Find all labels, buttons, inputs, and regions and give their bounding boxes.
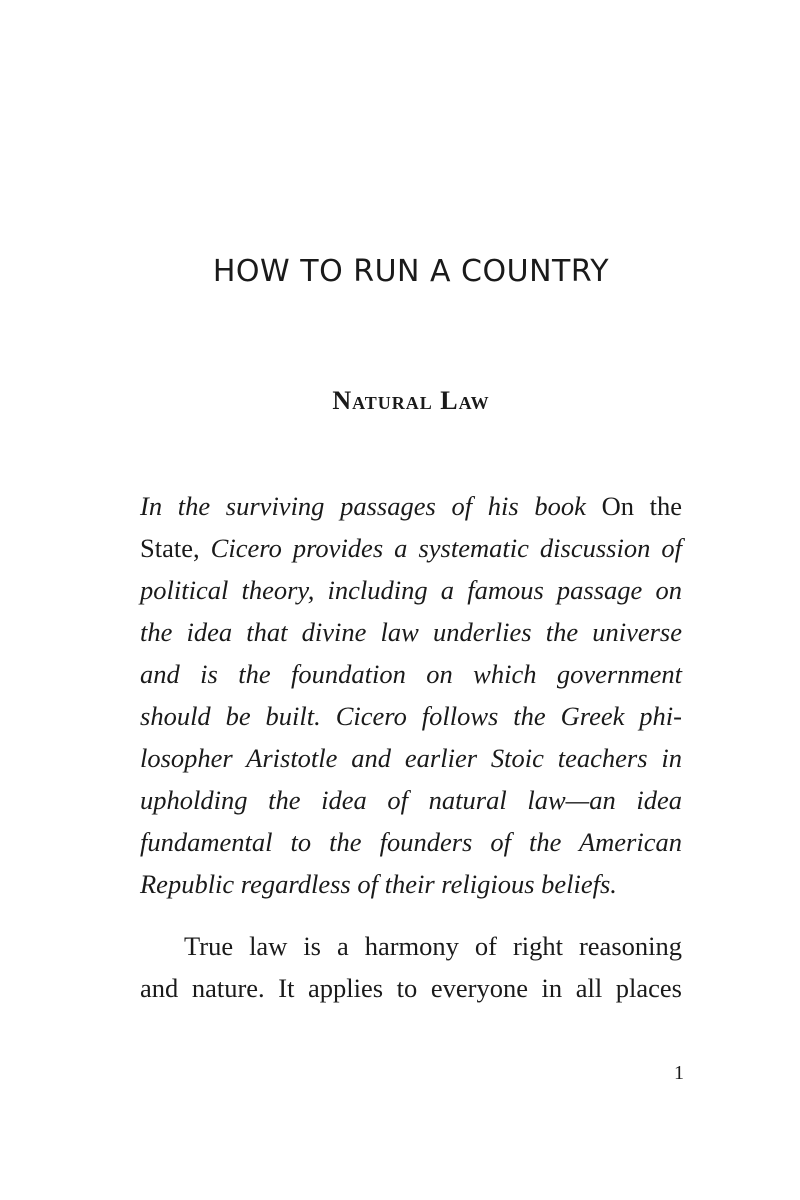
intro-line: Republic regardless of their religious beliefs. [140, 869, 617, 899]
intro-line: upholding the idea of natural law—an idea [140, 785, 682, 815]
body-paragraph [140, 925, 682, 1009]
page-number: 1 [674, 1062, 684, 1084]
intro-line: should be built. Cicero follows the Greek phi- [140, 701, 682, 731]
part-title: HOW TO RUN A COUNTRY [212, 254, 610, 289]
intro-line [140, 485, 682, 527]
body-line: and nature. It applies to everyone in all places [140, 973, 682, 1003]
book-title-roman: On the [601, 491, 683, 521]
intro-text-italic: Cicero provides a systematic discussion of [210, 533, 682, 563]
intro-line [140, 527, 682, 569]
intro-text-italic: In the surviving passages of his book [140, 491, 602, 521]
intro-line: losopher Aristotle and earlier Stoic teachers in [140, 743, 682, 773]
intro-line: political theory, including a famous passage on [140, 575, 682, 605]
section-title: Natural Law [332, 386, 490, 415]
intro-line: fundamental to the founders of the American [140, 827, 682, 857]
intro-line: the idea that divine law underlies the universe [140, 617, 682, 647]
intro-line: and is the foundation on which government [140, 659, 682, 689]
body-line: True law is a harmony of right reasoning [184, 931, 682, 961]
intro-paragraph [140, 485, 682, 905]
book-title-roman: State, [140, 533, 211, 563]
